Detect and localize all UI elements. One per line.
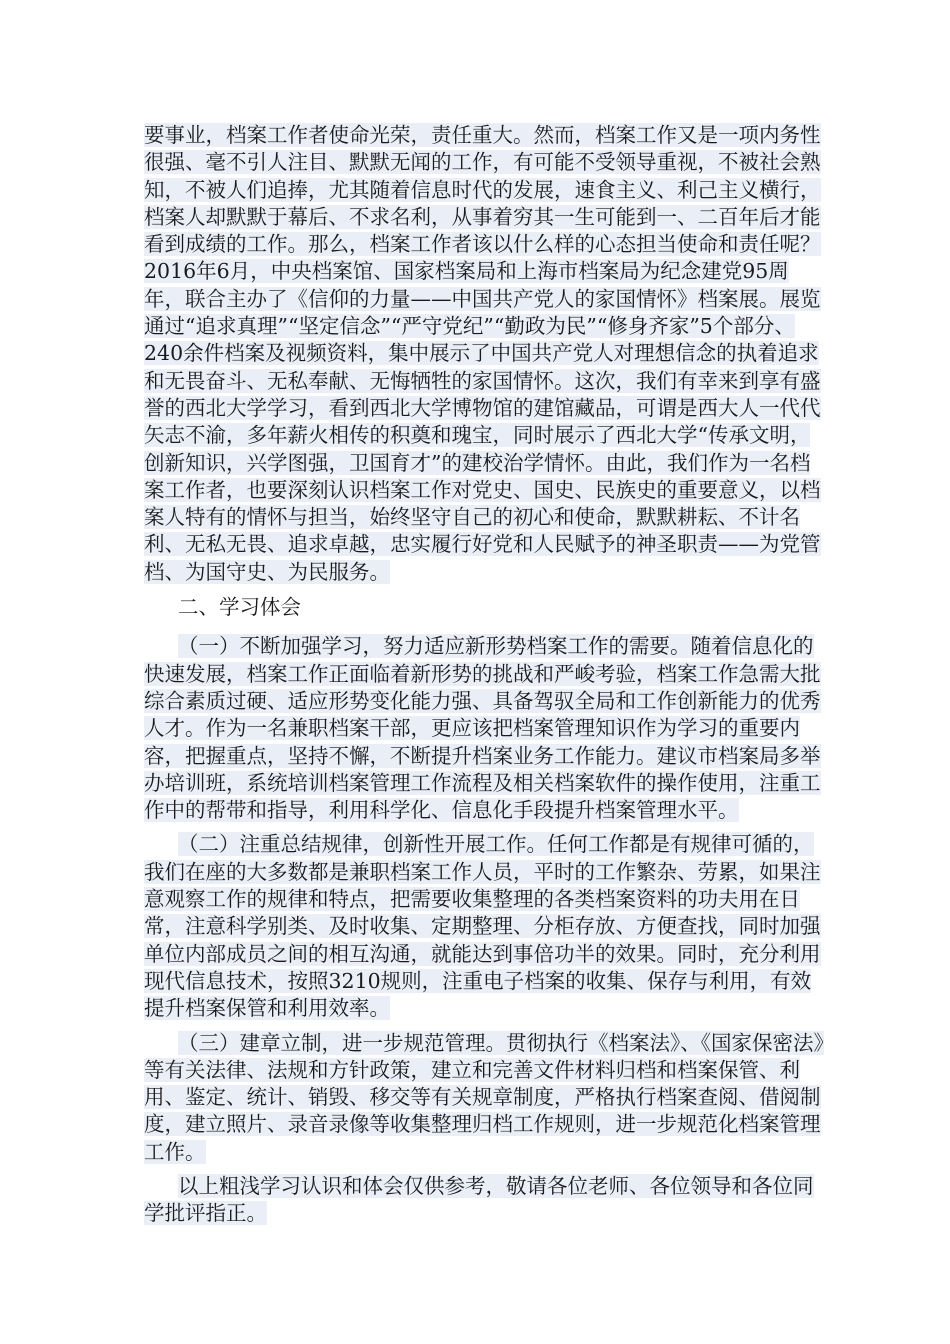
closing-text: 以上粗浅学习认识和体会仅供参考，敬请各位老师、各位领导和各位同学批评指正。 <box>144 1173 814 1226</box>
document-page <box>144 122 826 1235</box>
point-2-text: （二）注重总结规律，创新性开展工作。任何工作都是有规律可循的，我们在座的大多数都是兼职档案工作人员，平时的工作繁杂、劳累，如果注意观察工作的规律和特点，把需要收集整理的各类档案资料的功夫用在日常，注意科学别类、及时收集、定期整理、分柜存放、方便查找，同时加强单位内部成员之间的相互沟通，就能达到事倍功半的效果。同时，充分利用现代信息技术，按照3210规则，注重电子档案的收集、保存与利用，有效提升档案保管和利用效率。 <box>144 832 821 1021</box>
point-1-text: （一）不断加强学习，努力适应新形势档案工作的需要。随着信息化的快速发展，档案工作正面临着新形势的挑战和严峻考验，档案工作急需大批综合素质过硬、适应形势变化能力强、具备驾驭全局和工作创新能力的优秀人才。作为一名兼职档案干部，更应该把档案管理知识作为学习的重要内容，把握重点，坚持不懈，不断提升档案业务工作能力。建议市档案局多举办培训班，系统培训档案管理工作流程及相关档案软件的操作使用，注重工作中的帮带和指导，利用科学化、信息化手段提升档案管理水平。 <box>144 634 821 823</box>
intro-paragraph <box>144 122 826 586</box>
point-paragraph-3 <box>144 1030 826 1166</box>
point-paragraph-1 <box>144 633 826 824</box>
point-paragraph-2 <box>144 831 826 1022</box>
section-heading: 二、学习体会 <box>178 595 301 620</box>
point-3-text: （三）建章立制，进一步规范管理。贯彻执行《档案法》、《国家保密法》等有关法律、法规和方针政策，建立和完善文件材料归档和档案保管、利用、鉴定、统计、销毁、移交等有关规章制度，严格执行档案查阅、借阅制度，建立照片、录音录像等收集整理归档工作规则，进一步规范化档案管理工作。 <box>144 1030 824 1164</box>
closing-paragraph <box>144 1173 826 1228</box>
intro-paragraph-text: 要事业，档案工作者使命光荣，责任重大。然而，档案工作又是一项内务性很强、毫不引人注目、默默无闻的工作，有可能不受领导重视，不被社会熟知，不被人们追捧，尤其随着信息时代的发展，速食主义、利己主义横行，档案人却默默于幕后、不求名利，从事着穷其一生可能到一、二百年后才能看到成绩的工作。那么，档案工作者该以什么样的心态担当使命和责任呢？2016年6月，中央档案馆、国家档案局和上海市档案局为纪念建党95周年，联合主办了《信仰的力量——中国共产党人的家国情怀》档案展。展览通过“追求真理”“坚定信念”“严守党纪”“勤政为民”“修身齐家”5个部分、240余件档案及视频资料，集中展示了中国共产党人对理想信念的执着追求和无畏奋斗、无私奉献、无悔牺牲的家国情怀。这次，我们有幸来到享有盛誉的西北大学学习，看到西北大学博物馆的建馆藏品，可谓是西大人一代代矢志不渝，多年薪火相传的积奠和瑰宝，同时展示了西北大学“传承文明，创新知识，兴学图强，卫国育才”的建校治学情怀。由此，我们作为一名档案工作者，也要深刻认识档案工作对党史、国史、民族史的重要意义，以档案人特有的情怀与担当，始终坚守自己的初心和使命，默默耕耘、不计名利、无私无畏、追求卓越，忠实履行好党和人民赋予的神圣职责——为党管档、为国守史、为民服务。 <box>144 123 821 584</box>
